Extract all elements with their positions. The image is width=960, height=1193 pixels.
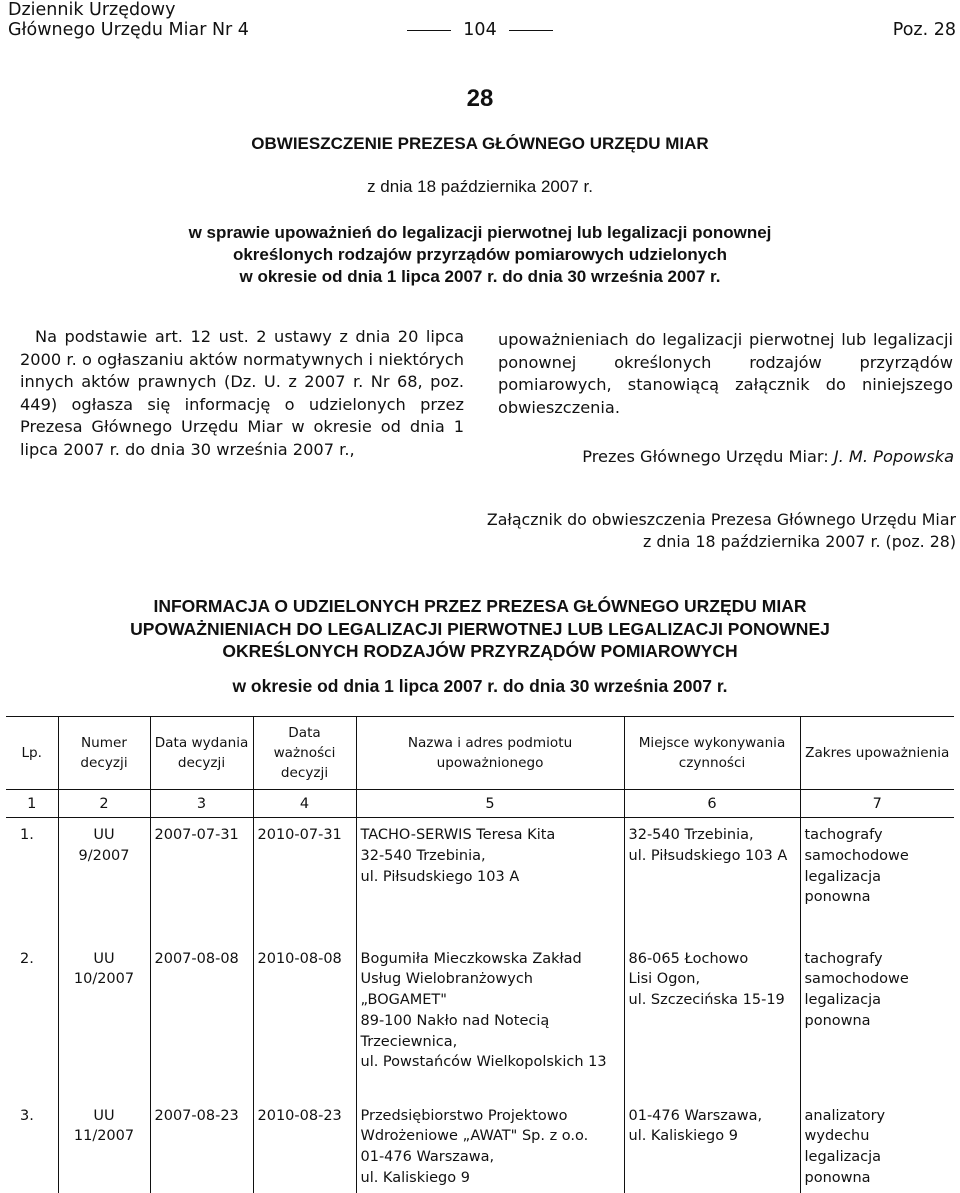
cell-line: 32-540 Trzebinia, xyxy=(628,827,754,843)
cell-scope xyxy=(800,1099,954,1193)
cell-line: legalizacja xyxy=(804,868,881,885)
header-text: decyzji xyxy=(280,765,329,781)
cell-decision-number xyxy=(58,818,150,942)
cell-line: 9/2007 xyxy=(78,847,130,864)
info-title-line: OKREŚLONYCH RODZAJÓW PRZYRZĄDÓW POMIAROWYCH xyxy=(222,641,738,661)
info-title xyxy=(0,595,960,663)
column-number-row xyxy=(6,790,954,818)
annex-line: z dnia 18 października 2007 r. (poz. 28) xyxy=(643,532,956,551)
header-text: decyzji xyxy=(177,755,226,771)
column-number: 3 xyxy=(150,790,253,818)
body-right-column: upoważnieniach do legalizacji pierwotnej lub legalizacji ponownej określonych rodzajów przyrządów pomiarowych, stanowiącą załącznik do niniejszego obwieszczenia. xyxy=(498,330,953,417)
cell-line: analizatory xyxy=(804,1107,886,1124)
cell-decision-number xyxy=(58,942,150,1099)
cell-line: „BOGAMET" xyxy=(360,992,447,1009)
cell-line: ul. Powstańców Wielkopolskich 13 xyxy=(360,1054,607,1071)
cell-line: 11/2007 xyxy=(73,1128,135,1145)
cell-line: legalizacja xyxy=(804,992,881,1009)
cell-line: 89-100 Nakło nad Notecią xyxy=(360,1012,550,1029)
cell-line: ul. Piłsudskiego 103 A xyxy=(360,868,520,885)
dash-right xyxy=(509,30,553,31)
cell-line: ul. Kaliskiego 9 xyxy=(360,1169,470,1186)
header-text: upoważnionego xyxy=(436,755,544,771)
cell-lp: 1. xyxy=(20,827,34,843)
header-entity xyxy=(356,717,624,790)
journal-name-line2: Głównego Urzędu Miar Nr 4 xyxy=(8,20,249,40)
cell-place xyxy=(624,942,800,1099)
header-text: decyzji xyxy=(80,755,128,771)
cell-validity-date: 2010-08-23 xyxy=(253,1099,356,1193)
cell-line: 10/2007 xyxy=(73,971,135,988)
header-issue-date xyxy=(150,717,253,790)
column-number: 5 xyxy=(356,790,624,818)
column-number: 2 xyxy=(58,790,150,818)
header-text: Lp. xyxy=(21,745,43,761)
cell-line: 86-065 Łochowo xyxy=(628,950,749,967)
cell-line: Wdrożeniowe „AWAT" Sp. z o.o. xyxy=(360,1128,589,1145)
cell-lp: 3. xyxy=(20,1107,34,1124)
cell-line: wydechu xyxy=(804,1128,870,1145)
signature xyxy=(582,447,954,466)
table-header-row xyxy=(6,717,954,790)
info-period: w okresie od dnia 1 lipca 2007 r. do dnia 30 września 2007 r. xyxy=(232,676,728,696)
page-number: 104 xyxy=(463,20,497,40)
cell-line: samochodowe xyxy=(804,971,909,988)
header-text: Data wydania xyxy=(154,735,249,751)
header-text: czynności xyxy=(678,755,746,771)
page-number-block xyxy=(0,20,960,40)
cell-validity-date: 2010-07-31 xyxy=(253,818,356,942)
act-subject-line: określonych rodzajów przyrządów pomiarowych udzielonych xyxy=(232,245,728,264)
header-text: Zakres upoważnienia xyxy=(805,745,950,761)
cell-line: 01-476 Warszawa, xyxy=(628,1107,763,1124)
body-left-column: Na podstawie art. 12 ust. 2 ustawy z dnia 20 lipca 2000 r. o ogłaszaniu aktów normatywnych i niektórych innych aktów prawnych (Dz. U. z 2007 r. Nr 68, poz. 449) ogłasza się informację o udzielonych przez Prezesa Głównego Urzędu Miar w okresie od dnia 1 lipca 2007 r. do dnia 30 września 2007 r., xyxy=(20,327,464,459)
table-row xyxy=(6,818,954,942)
header-place xyxy=(624,717,800,790)
header-scope xyxy=(800,717,954,790)
column-number: 4 xyxy=(253,790,356,818)
cell-scope xyxy=(800,818,954,942)
header-text: Data xyxy=(288,725,321,741)
cell-place xyxy=(624,818,800,942)
table-row xyxy=(6,1099,954,1193)
cell-line: Lisi Ogon, xyxy=(628,971,701,988)
cell-issue-date: 2007-07-31 xyxy=(150,818,253,942)
cell-decision-number xyxy=(58,1099,150,1193)
position-label: Poz. 28 xyxy=(892,20,956,40)
cell-line: legalizacja xyxy=(804,1149,881,1166)
journal-name-line1: Dziennik Urzędowy xyxy=(8,0,176,20)
cell-place xyxy=(624,1099,800,1193)
cell-line: TACHO-SERWIS Teresa Kita xyxy=(360,827,556,843)
info-title-line: UPOWAŻNIENIACH DO LEGALIZACJI PIERWOTNEJ LUB LEGALIZACJI PONOWNEJ xyxy=(130,618,830,639)
cell-line: samochodowe xyxy=(804,847,909,864)
cell-line: UU xyxy=(93,1107,115,1124)
cell-line: 32-540 Trzebinia, xyxy=(360,847,486,864)
cell-issue-date: 2007-08-08 xyxy=(150,942,253,1099)
cell-lp: 2. xyxy=(20,950,34,967)
cell-line: ul. Kaliskiego 9 xyxy=(628,1128,738,1145)
cell-line: tachografy xyxy=(804,950,883,967)
cell-line: Przedsiębiorstwo Projektowo xyxy=(360,1107,568,1124)
cell-line: UU xyxy=(93,827,115,843)
signature-role: Prezes Głównego Urzędu Miar: xyxy=(582,447,834,466)
cell-issue-date: 2007-08-23 xyxy=(150,1099,253,1193)
cell-line: ul. Szczecińska 15-19 xyxy=(628,992,785,1009)
header-text: Numer xyxy=(81,735,127,751)
cell-line: Trzeciewnica, xyxy=(360,1033,458,1050)
column-number: 6 xyxy=(624,790,800,818)
header-text: Miejsce wykonywania xyxy=(638,735,786,751)
authorizations-table xyxy=(6,716,954,1193)
header-text: Nazwa i adres podmiotu xyxy=(407,735,573,751)
header-decision-number xyxy=(58,717,150,790)
cell-line: 01-476 Warszawa, xyxy=(360,1149,495,1166)
act-subject xyxy=(0,222,960,288)
cell-line: Usług Wielobranżowych xyxy=(360,971,533,988)
header-lp xyxy=(6,717,58,790)
dash-left xyxy=(407,30,451,31)
cell-line: ponowna xyxy=(804,1012,871,1029)
act-date: z dnia 18 października 2007 r. xyxy=(367,177,593,196)
table-row xyxy=(6,942,954,1099)
column-number: 1 xyxy=(6,790,58,818)
cell-validity-date: 2010-08-08 xyxy=(253,942,356,1099)
annex-heading xyxy=(487,509,956,553)
header-text: ważności xyxy=(273,745,336,761)
cell-scope xyxy=(800,942,954,1099)
cell-line: ul. Piłsudskiego 103 A xyxy=(628,847,788,864)
info-title-line: INFORMACJA O UDZIELONYCH PRZEZ PREZESA GŁÓWNEGO URZĘDU MIAR xyxy=(153,596,807,616)
act-number: 28 xyxy=(466,85,494,112)
header-validity-date xyxy=(253,717,356,790)
cell-entity xyxy=(356,818,624,942)
column-number: 7 xyxy=(800,790,954,818)
cell-line: ponowna xyxy=(804,1169,871,1186)
signature-name: J. M. Popowska xyxy=(833,447,954,466)
act-subject-line: w sprawie upoważnień do legalizacji pierwotnej lub legalizacji ponownej xyxy=(188,223,772,242)
act-subject-line: w okresie od dnia 1 lipca 2007 r. do dnia 30 września 2007 r. xyxy=(239,267,721,286)
cell-entity xyxy=(356,1099,624,1193)
cell-line: tachografy xyxy=(804,827,883,843)
act-title: OBWIESZCZENIE PREZESA GŁÓWNEGO URZĘDU MIAR xyxy=(251,134,709,153)
annex-line: Załącznik do obwieszczenia Prezesa Głównego Urzędu Miar xyxy=(486,510,956,529)
cell-line: UU xyxy=(93,950,115,967)
cell-line: ponowna xyxy=(804,889,871,906)
cell-entity xyxy=(356,942,624,1099)
cell-line: Bogumiła Mieczkowska Zakład xyxy=(360,950,582,967)
